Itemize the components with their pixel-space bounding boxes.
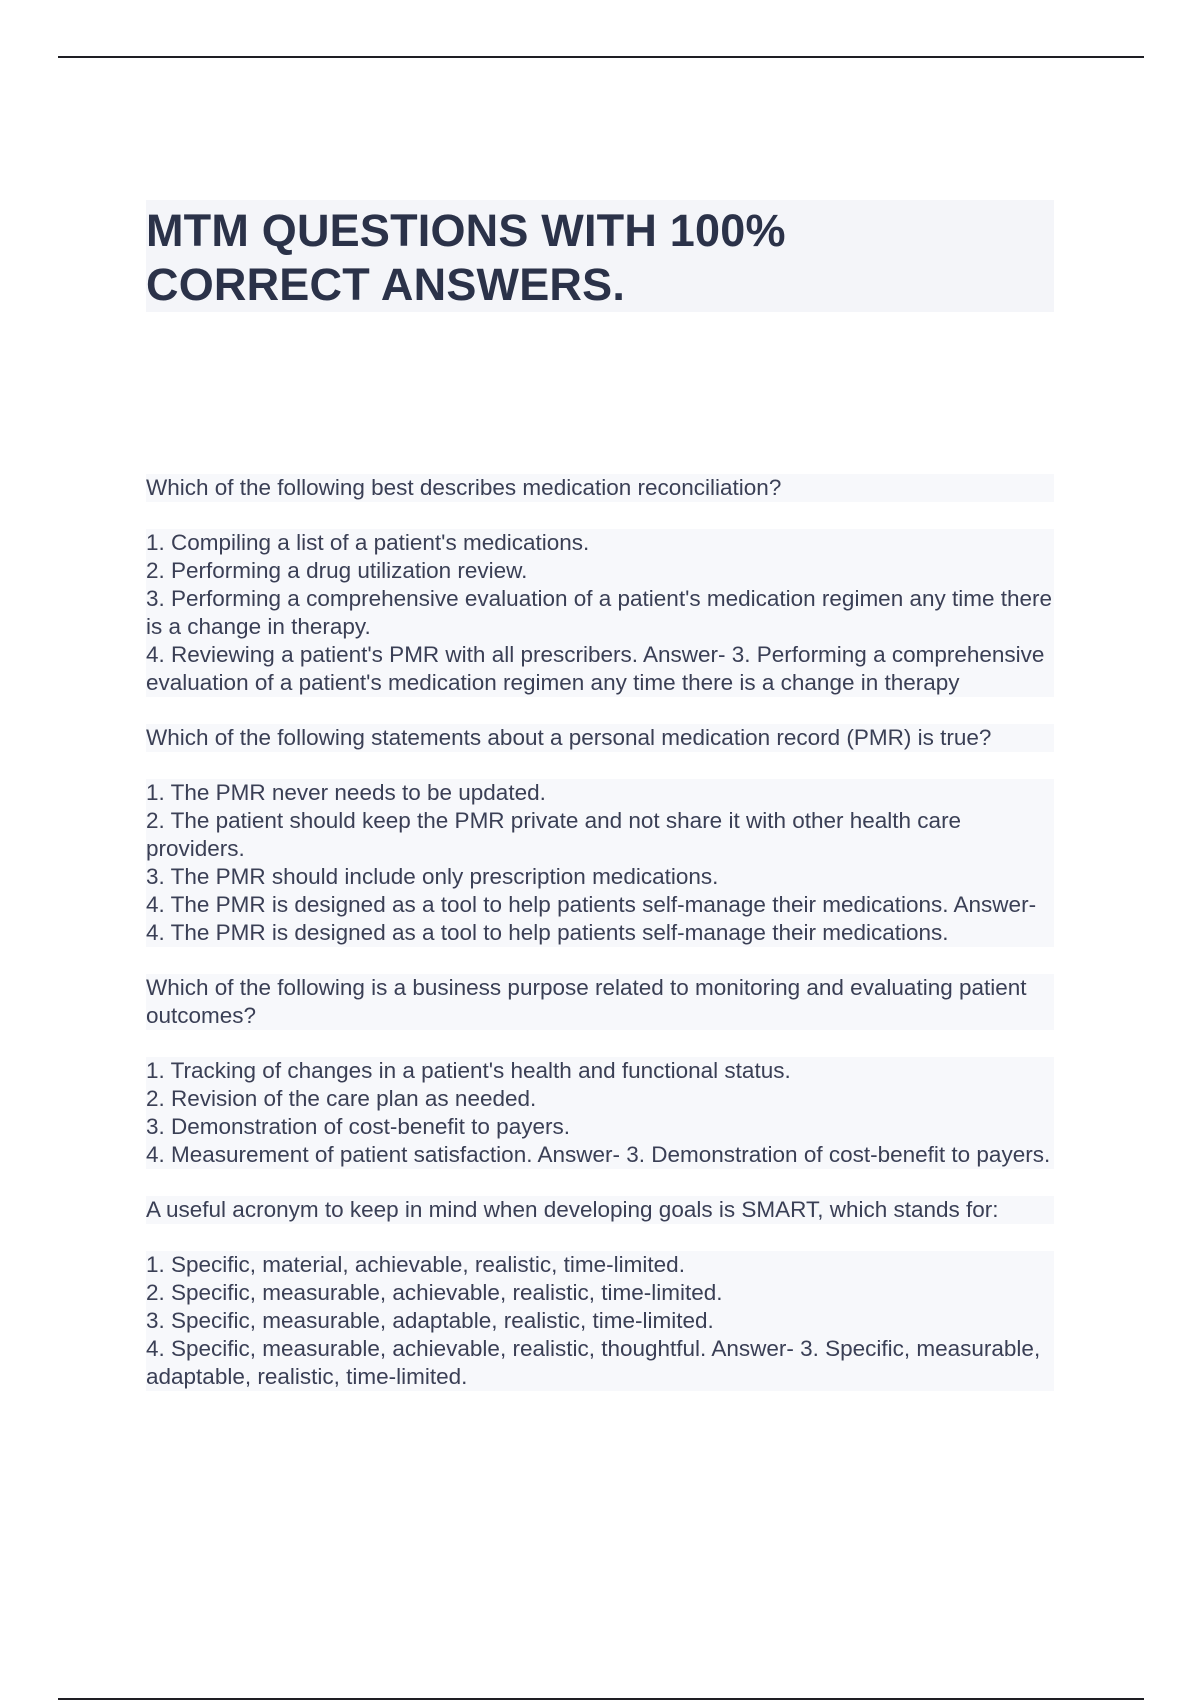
title-line-1: MTM QUESTIONS WITH 100% xyxy=(146,205,786,256)
question-options: 1. The PMR never needs to be updated. 2. The patient should keep the PMR private and not share it with other health care providers. 3. The PMR should include only prescription medications. 4. The PMR is designed as a tool to help patients self-manage their medications. Answer- 4. The PMR is designed as a tool to help patients self-manage their medications. xyxy=(146,779,1054,947)
question-prompt: Which of the following best describes medication reconciliation? xyxy=(146,474,1054,502)
document-title xyxy=(146,200,1054,312)
question-prompt: A useful acronym to keep in mind when developing goals is SMART, which stands for: xyxy=(146,1196,1054,1224)
question-list xyxy=(146,474,1054,1391)
question-options: 1. Specific, material, achievable, realistic, time-limited. 2. Specific, measurable, achievable, realistic, time-limited. 3. Specific, measurable, adaptable, realistic, time-limited. 4. Specific, measurable, achievable, realistic, thoughtful. Answer- 3. Specific, measurable, adaptable, realistic, time-limited. xyxy=(146,1251,1054,1391)
question-prompt: Which of the following statements about a personal medication record (PMR) is true? xyxy=(146,724,1054,752)
question-options: 1. Compiling a list of a patient's medications. 2. Performing a drug utilization review. 3. Performing a comprehensive evaluation of a patient's medication regimen any time there is a change in therapy. 4. Reviewing a patient's PMR with all prescribers. Answer- 3. Performing a comprehensive evaluation of a patient's medication regimen any time there is a change in therapy xyxy=(146,530,1053,695)
document-page xyxy=(146,200,1054,1391)
top-rule xyxy=(58,56,1144,58)
question-options: 1. Tracking of changes in a patient's health and functional status. 2. Revision of the care plan as needed. 3. Demonstration of cost-benefit to payers. 4. Measurement of patient satisfaction. Answer- 3. Demonstration of cost-benefit to payers. xyxy=(146,1057,1054,1169)
title-line-2: CORRECT ANSWERS. xyxy=(146,259,626,310)
question-prompt: Which of the following is a business purpose related to monitoring and evaluating patient outcomes? xyxy=(146,974,1054,1030)
